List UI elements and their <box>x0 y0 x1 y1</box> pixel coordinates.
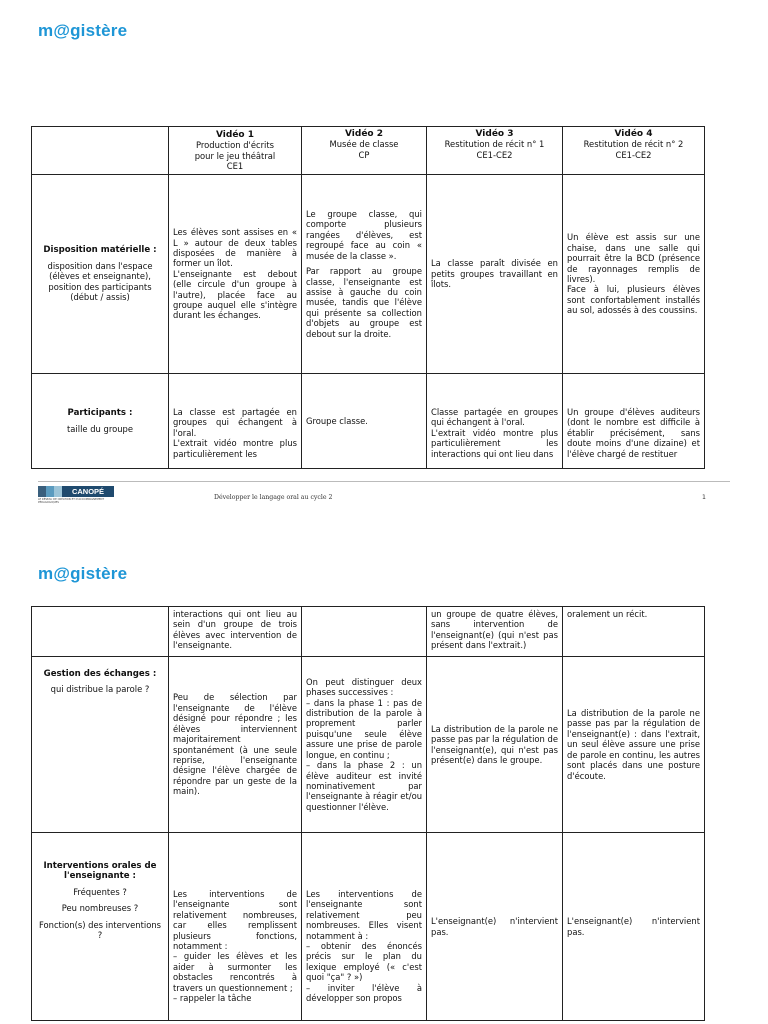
canope-logo: CANOPÉ LE RÉSEAU DE CRÉATION ET D'ACCOMPAGNEMENT PÉDAGOGIQUES <box>38 486 114 508</box>
footer-divider <box>38 481 730 482</box>
row-interventions <box>32 833 705 1021</box>
cell-interventions-video-3: L'enseignant(e) n'intervient pas. <box>427 833 563 1021</box>
row-label-interventions: Interventions orales de l'enseignante : Fréquentes ? Peu nombreuses ? Fonction(s) des interventions ? <box>32 833 169 1021</box>
header-video-2: Vidéo 2 Musée de classe CP <box>302 127 427 175</box>
magistere-logo: m@gistère <box>38 21 128 40</box>
row-participants <box>32 374 705 469</box>
cell-participants-video-3: Classe partagée en groupes qui échangent à l'oral. L'extrait vidéo montre plus particulièrement les interactions qui ont lieu dans <box>427 374 563 469</box>
header-video-4: Vidéo 4 Restitution de récit n° 2 CE1-CE2 <box>563 127 705 175</box>
row-label-participants: Participants : taille du groupe <box>32 374 169 469</box>
header-row <box>32 127 705 175</box>
cell-gestion-video-3: La distribution de la parole ne passe pas par la régulation de l'enseignant(e), qui n'est pas présent(e) dans le groupe. <box>427 657 563 833</box>
comparison-table-page-2 <box>31 606 705 1021</box>
header-video-3: Vidéo 3 Restitution de récit n° 1 CE1-CE2 <box>427 127 563 175</box>
cell-interventions-video-4: L'enseignant(e) n'intervient pas. <box>563 833 705 1021</box>
row-disposition <box>32 175 705 374</box>
cell-continued-video-3: un groupe de quatre élèves, sans intervention de l'enseignant(e) (qui n'est pas présent dans l'extrait.) <box>427 607 563 657</box>
comparison-table-page-1 <box>31 126 705 469</box>
row-label-disposition: Disposition matérielle : disposition dans l'espace (élèves et enseignante), position des participants (début / assis) <box>32 175 169 374</box>
cell-interventions-video-1: Les interventions de l'enseignante sont relativement nombreuses, car elles remplissent plusieurs fonctions, notamment : – guider les élèves et les aider à surmonter les obstacles rencontrés à travers un questionnement ; – rappeler la tâche <box>169 833 302 1021</box>
row-continued <box>32 607 705 657</box>
cell-interventions-video-2: Les interventions de l'enseignante sont relativement peu nombreuses. Elles visent notamment à : – obtenir des énoncés précis sur le plan du lexique employé (« c'est quoi "ça" ? ») – inviter l'élève à développer son propos <box>302 833 427 1021</box>
cell-participants-video-2: Groupe classe. <box>302 374 427 469</box>
cell-gestion-video-1: Peu de sélection par l'enseignante de l'élève désigné pour répondre ; les élèves interviennent majoritairement spontanément (à une seule reprise, l'enseignante désigne l'élève chargée de répondre par un geste de la main). <box>169 657 302 833</box>
magistere-logo-page-2: m@gistère <box>38 564 128 583</box>
cell-continued-video-4: oralement un récit. <box>563 607 705 657</box>
cell-gestion-video-4: La distribution de la parole ne passe pas par la régulation de l'enseignant(e) : dans l'extrait, un seul élève assure une prise de parole en continu, les autres sont placés dans une posture d'écoute. <box>563 657 705 833</box>
footer-title: Développer le langage oral au cycle 2 <box>214 494 333 501</box>
row-gestion <box>32 657 705 833</box>
continued-empty-cell <box>32 607 169 657</box>
header-empty-cell <box>32 127 169 175</box>
cell-continued-video-2 <box>302 607 427 657</box>
cell-continued-video-1: interactions qui ont lieu au sein d'un groupe de trois élèves avec intervention de l'enseignante. <box>169 607 302 657</box>
cell-disposition-video-3: La classe paraît divisée en petits groupes travaillant en îlots. <box>427 175 563 374</box>
cell-disposition-video-1: Les élèves sont assises en « L » autour de deux tables disposées de manière à former un îlot. L'enseignante est debout (elle circule d'un groupe à l'autre), placée face au groupe auquel elle s'intègre durant les échanges. <box>169 175 302 374</box>
cell-gestion-video-2: On peut distinguer deux phases successives : – dans la phase 1 : pas de distribution de la parole à proprement parler puisqu'une seule élève assure une prise de parole longue, en continu ; – dans la phase 2 : un élève auditeur est invité nominativement par l'enseignante à réagir et/ou questionner l'élève. <box>302 657 427 833</box>
canope-logo-bar: CANOPÉ <box>38 486 114 497</box>
cell-disposition-video-2: Le groupe classe, qui comporte plusieurs rangées d'élèves, est regroupé face au coin « musée de la classe ». Par rapport au groupe classe, l'enseignante est assise à gauche du coin musée, tandis que l'élève qui présente sa collection d'objets au groupe est debout sur la droite. <box>302 175 427 374</box>
row-label-gestion: Gestion des échanges : qui distribue la parole ? <box>32 657 169 833</box>
header-video-1: Vidéo 1 Production d'écrits pour le jeu théâtral CE1 <box>169 127 302 175</box>
page-number: 1 <box>702 494 706 501</box>
cell-disposition-video-4: Un élève est assis sur une chaise, dans une salle qui pourrait être la BCD (présence de rayonnages remplis de livres). Face à lui, plusieurs élèves sont confortablement installés au sol, adossés à des coussins. <box>563 175 705 374</box>
cell-participants-video-1: La classe est partagée en groupes qui échangent à l'oral. L'extrait vidéo montre plus particulièrement les <box>169 374 302 469</box>
cell-participants-video-4: Un groupe d'élèves auditeurs (dont le nombre est difficile à établir précisément, sans doute moins d'une dizaine) et l'élève chargé de restituer <box>563 374 705 469</box>
